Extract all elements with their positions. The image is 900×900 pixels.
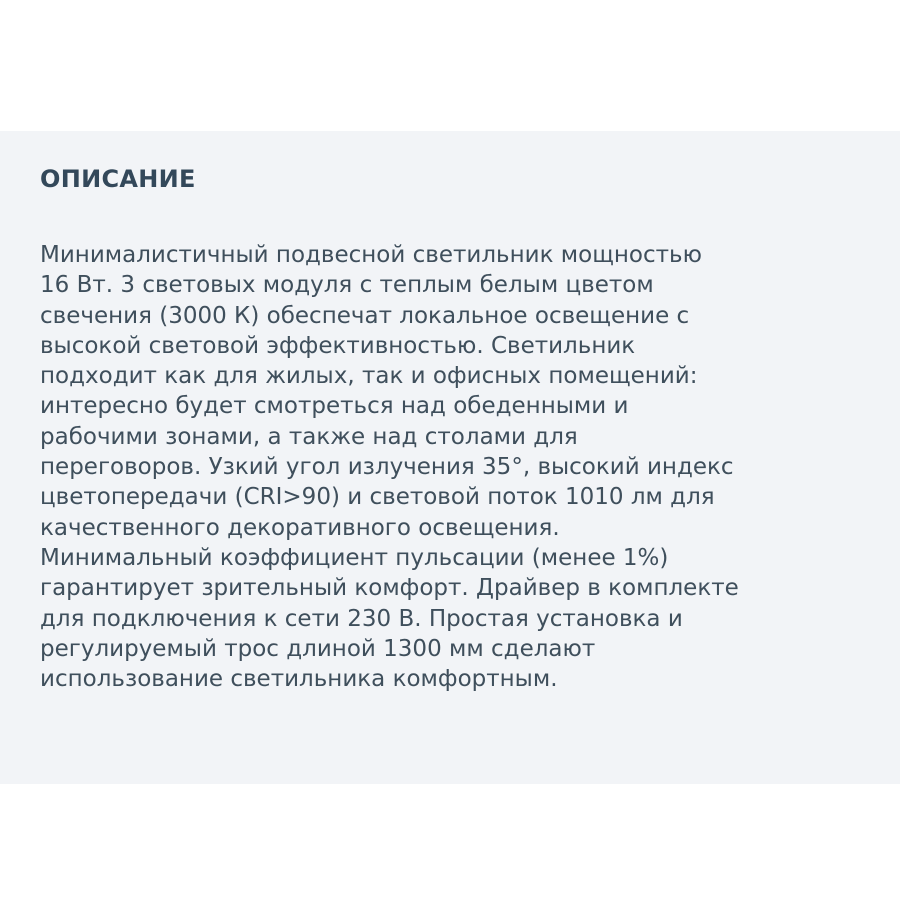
- description-line: рабочими зонами, а также над столами для: [40, 423, 578, 450]
- description-line: Минималистичный подвесной светильник мощностью: [40, 242, 702, 268]
- description-line: Минимальный коэффициент пульсации (менее 1%): [40, 544, 669, 571]
- description-text: [40, 240, 739, 694]
- description-line: высокой световой эффективностью. Светильник: [40, 332, 636, 359]
- description-panel: [0, 131, 900, 784]
- description-line: для подключения к сети 230 В. Простая установка и: [40, 605, 683, 632]
- description-line: гарантирует зрительный комфорт. Драйвер в комплекте: [40, 575, 739, 602]
- description-line: переговоров. Узкий угол излучения 35°, высокий индекс: [40, 454, 734, 481]
- description-line: 16 Вт. 3 световых модуля с теплым белым цветом: [40, 272, 654, 299]
- description-line: использование светильника комфортным.: [40, 666, 558, 693]
- section-title: ОПИСАНИЕ: [40, 165, 196, 193]
- description-line: регулируемый трос длиной 1300 мм сделают: [40, 635, 596, 662]
- description-line: цветопередачи (CRI>90) и световой поток 1010 лм для: [40, 484, 715, 511]
- description-line: интересно будет смотреться над обеденными и: [40, 393, 629, 420]
- description-line: подходит как для жилых, так и офисных помещений:: [40, 363, 698, 390]
- description-line: качественного декоративного освещения.: [40, 514, 560, 541]
- description-line: свечения (3000 К) обеспечат локальное освещение с: [40, 302, 690, 329]
